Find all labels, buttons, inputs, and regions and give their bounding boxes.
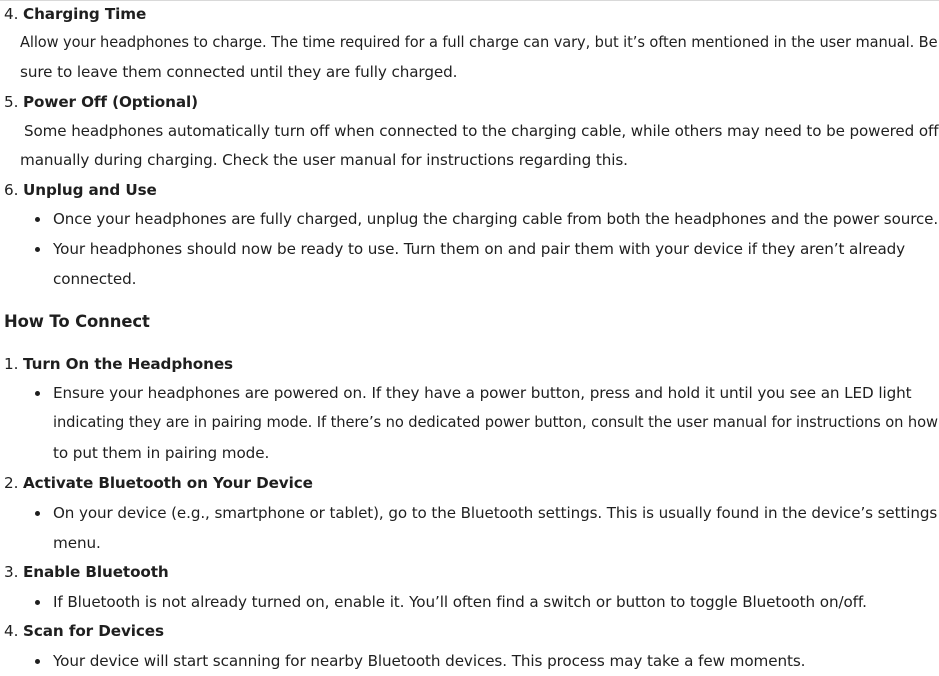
item-title: Activate Bluetooth on Your Device	[23, 474, 313, 492]
list-item-title	[4, 0, 146, 29]
list-item-title	[4, 468, 313, 498]
item-title: Turn On the Headphones	[23, 355, 233, 373]
bullet-text: On your device (e.g., smartphone or tablet), go to the Bluetooth settings. This is usually found in the device’s settings	[53, 504, 938, 522]
bullet-text: Once your headphones are fully charged, unplug the charging cable from both the headphones and the power source.	[53, 210, 939, 228]
bullet-text: Your device will start scanning for nearby Bluetooth devices. This process may take a few moments.	[53, 652, 806, 670]
bullet-text: indicating they are in pairing mode. If there’s no dedicated power button, consult the user manual for instructions on how	[53, 414, 938, 431]
paragraph-line: Allow your headphones to charge. The time required for a full charge can vary, but it’s often mentioned in the user manual. Be	[20, 34, 938, 51]
bullet-text: menu.	[53, 534, 101, 552]
bullet-dot	[35, 600, 40, 605]
list-item-title	[4, 349, 233, 379]
bullet-dot	[35, 511, 40, 516]
bullet-dot	[35, 217, 40, 222]
bullet-dot	[35, 659, 40, 664]
list-number: 3.	[4, 563, 19, 581]
list-number: 6.	[4, 181, 19, 199]
list-number: 5.	[4, 93, 19, 111]
paragraph-line: sure to leave them connected until they are fully charged.	[20, 63, 458, 81]
list-item-title	[4, 175, 157, 205]
bullet-text: Ensure your headphones are powered on. If they have a power button, press and hold it until you see an LED light	[53, 384, 912, 402]
item-title: Charging Time	[23, 5, 147, 23]
list-number: 1.	[4, 355, 19, 373]
item-title: Unplug and Use	[23, 181, 157, 199]
list-number: 2.	[4, 474, 19, 492]
list-item-title	[4, 87, 198, 117]
bullet-dot	[35, 391, 40, 396]
paragraph-line: manually during charging. Check the user manual for instructions regarding this.	[20, 151, 628, 169]
item-title: Power Off (Optional)	[23, 93, 198, 111]
list-number: 4.	[4, 5, 19, 23]
bullet-text: connected.	[53, 270, 137, 288]
item-title: Scan for Devices	[23, 622, 164, 640]
paragraph-line: Some headphones automatically turn off when connected to the charging cable, while others may need to be powered off	[24, 122, 939, 140]
list-number: 4.	[4, 622, 19, 640]
list-item-title	[4, 616, 164, 646]
bullet-text: Your headphones should now be ready to use. Turn them on and pair them with your device if they aren’t already	[53, 240, 906, 258]
section-heading: How To Connect	[4, 312, 150, 331]
item-title: Enable Bluetooth	[23, 563, 169, 581]
bullet-dot	[35, 247, 40, 252]
bullet-text: to put them in pairing mode.	[53, 444, 270, 462]
list-item-title	[4, 557, 169, 587]
bullet-text: If Bluetooth is not already turned on, enable it. You’ll often find a switch or button to toggle Bluetooth on/off.	[53, 593, 867, 611]
